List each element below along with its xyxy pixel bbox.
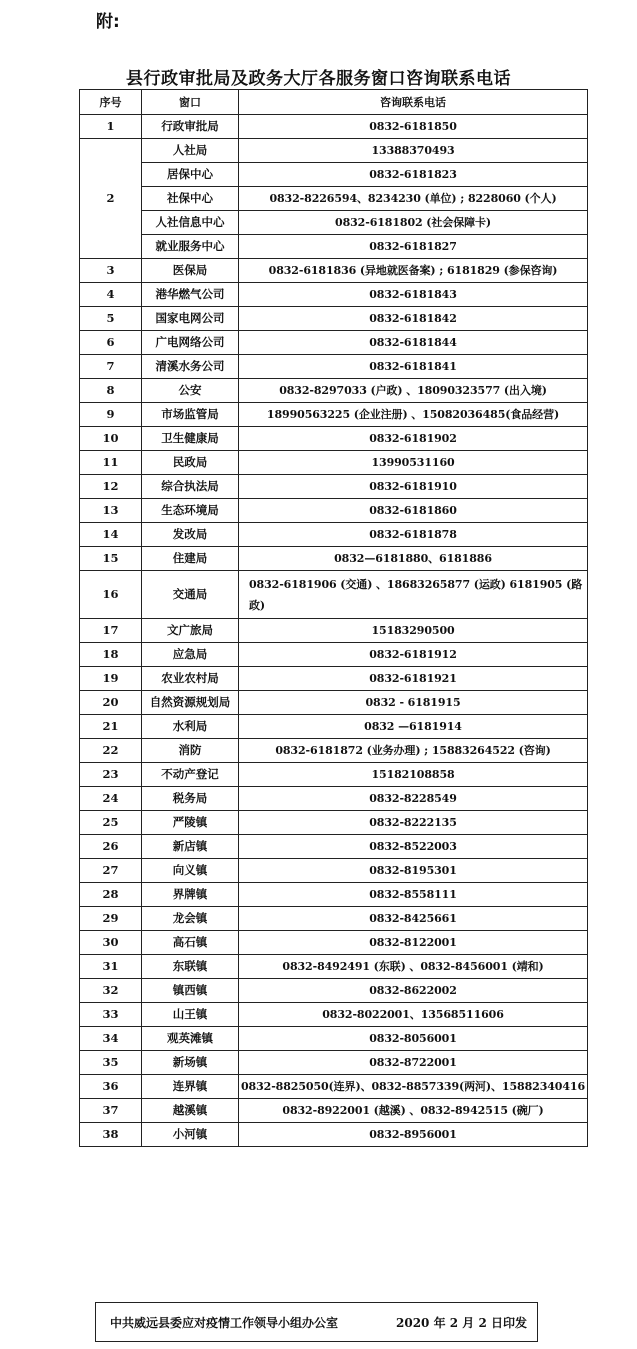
phone-number: 0832-6181872 (业务办理) ; 15883264522 (咨询)	[239, 739, 588, 763]
table-row	[80, 691, 588, 715]
header-number: 序号	[80, 90, 142, 115]
phone-number: 0832-8956001	[239, 1123, 588, 1147]
window-name: 农业农村局	[142, 667, 239, 691]
row-number: 9	[80, 403, 142, 427]
window-name: 连界镇	[142, 1075, 239, 1099]
table-row	[80, 739, 588, 763]
table-row	[80, 211, 588, 235]
row-number: 30	[80, 931, 142, 955]
window-name: 综合执法局	[142, 475, 239, 499]
table-row	[80, 403, 588, 427]
window-name: 生态环境局	[142, 499, 239, 523]
row-number: 22	[80, 739, 142, 763]
window-name: 民政局	[142, 451, 239, 475]
table-row	[80, 979, 588, 1003]
table-row	[80, 835, 588, 859]
phone-number: 13990531160	[239, 451, 588, 475]
phone-number: 0832-6181860	[239, 499, 588, 523]
row-number: 19	[80, 667, 142, 691]
phone-number: 0832-6181878	[239, 523, 588, 547]
phone-number: 0832 —6181914	[239, 715, 588, 739]
row-number: 38	[80, 1123, 142, 1147]
phone-number: 0832-8922001 (越溪) 、0832-8942515 (碗厂)	[239, 1099, 588, 1123]
phone-number: 15183290500	[239, 619, 588, 643]
window-name: 就业服务中心	[142, 235, 239, 259]
phone-number: 0832-8722001	[239, 1051, 588, 1075]
row-number: 23	[80, 763, 142, 787]
table-row	[80, 115, 588, 139]
row-number: 24	[80, 787, 142, 811]
row-number: 14	[80, 523, 142, 547]
phone-number: 0832-8222135	[239, 811, 588, 835]
phone-number: 0832-6181844	[239, 331, 588, 355]
table-row	[80, 331, 588, 355]
table-row	[80, 715, 588, 739]
table-row	[80, 763, 588, 787]
table-row	[80, 307, 588, 331]
row-number: 6	[80, 331, 142, 355]
row-number: 36	[80, 1075, 142, 1099]
row-number: 17	[80, 619, 142, 643]
row-number: 4	[80, 283, 142, 307]
window-name: 新场镇	[142, 1051, 239, 1075]
window-name: 行政审批局	[142, 115, 239, 139]
row-number: 26	[80, 835, 142, 859]
row-number: 2	[80, 139, 142, 259]
table-row	[80, 811, 588, 835]
phone-number: 0832-6181841	[239, 355, 588, 379]
table-row	[80, 499, 588, 523]
table-row	[80, 379, 588, 403]
row-number: 27	[80, 859, 142, 883]
document-title: 县行政审批局及政务大厅各服务窗口咨询联系电话	[126, 69, 511, 89]
header-phone: 咨询联系电话	[239, 90, 588, 115]
window-name: 港华燃气公司	[142, 283, 239, 307]
table-row	[80, 475, 588, 499]
phone-number: 0832-6181843	[239, 283, 588, 307]
table-row	[80, 187, 588, 211]
phone-number: 0832-6181912	[239, 643, 588, 667]
window-name: 新店镇	[142, 835, 239, 859]
phone-number: 13388370493	[239, 139, 588, 163]
table-row	[80, 931, 588, 955]
table-row	[80, 883, 588, 907]
row-number: 21	[80, 715, 142, 739]
table-row	[80, 523, 588, 547]
window-name: 水利局	[142, 715, 239, 739]
row-number: 12	[80, 475, 142, 499]
phone-number: 0832—6181880、6181886	[239, 547, 588, 571]
window-name: 住建局	[142, 547, 239, 571]
table-row	[80, 1099, 588, 1123]
window-name: 广电网络公司	[142, 331, 239, 355]
table-row	[80, 163, 588, 187]
table-row	[80, 427, 588, 451]
table-row	[80, 859, 588, 883]
window-name: 社保中心	[142, 187, 239, 211]
row-number: 7	[80, 355, 142, 379]
window-name: 严陵镇	[142, 811, 239, 835]
row-number: 25	[80, 811, 142, 835]
phone-number: 0832-6181827	[239, 235, 588, 259]
phone-number: 0832-8122001	[239, 931, 588, 955]
phone-number: 0832-8522003	[239, 835, 588, 859]
window-name: 税务局	[142, 787, 239, 811]
window-name: 居保中心	[142, 163, 239, 187]
table-row	[80, 907, 588, 931]
window-name: 界牌镇	[142, 883, 239, 907]
phone-number: 0832-8022001、13568511606	[239, 1003, 588, 1027]
table-row	[80, 1051, 588, 1075]
window-name: 镇西镇	[142, 979, 239, 1003]
row-number: 15	[80, 547, 142, 571]
window-name: 越溪镇	[142, 1099, 239, 1123]
phone-number: 0832-8056001	[239, 1027, 588, 1051]
window-name: 自然资源规划局	[142, 691, 239, 715]
window-name: 消防	[142, 739, 239, 763]
phone-number: 0832-8425661	[239, 907, 588, 931]
window-name: 人社局	[142, 139, 239, 163]
table-row	[80, 355, 588, 379]
phone-number: 0832-6181906 (交通) 、18683265877 (运政) 6181905 (路政)	[239, 571, 588, 619]
annex-label: 附:	[96, 12, 120, 32]
row-number: 18	[80, 643, 142, 667]
table-row	[80, 1075, 588, 1099]
window-name: 医保局	[142, 259, 239, 283]
phone-number: 0832 - 6181915	[239, 691, 588, 715]
row-number: 20	[80, 691, 142, 715]
row-number: 16	[80, 571, 142, 619]
window-name: 不动产登记	[142, 763, 239, 787]
window-name: 向义镇	[142, 859, 239, 883]
table-row	[80, 787, 588, 811]
row-number: 8	[80, 379, 142, 403]
row-number: 31	[80, 955, 142, 979]
table-row	[80, 955, 588, 979]
window-name: 卫生健康局	[142, 427, 239, 451]
phone-number: 0832-6181910	[239, 475, 588, 499]
table-row	[80, 283, 588, 307]
window-name: 观英滩镇	[142, 1027, 239, 1051]
row-number: 28	[80, 883, 142, 907]
window-name: 东联镇	[142, 955, 239, 979]
phone-number: 0832-6181850	[239, 115, 588, 139]
phone-number: 0832-6181902	[239, 427, 588, 451]
row-number: 35	[80, 1051, 142, 1075]
phone-number: 0832-8622002	[239, 979, 588, 1003]
phone-number: 0832-8297033 (户政) 、18090323577 (出入境)	[239, 379, 588, 403]
row-number: 32	[80, 979, 142, 1003]
table-row	[80, 619, 588, 643]
table-row	[80, 547, 588, 571]
footer-org: 中共威远县委应对疫情工作领导小组办公室	[110, 1316, 339, 1330]
table-row	[80, 643, 588, 667]
table-row	[80, 1027, 588, 1051]
phone-number: 18990563225 (企业注册) 、15082036485(食品经营)	[239, 403, 588, 427]
row-number: 3	[80, 259, 142, 283]
table-row	[80, 451, 588, 475]
phone-number: 0832-6181836 (异地就医备案) ; 6181829 (参保咨询)	[239, 259, 588, 283]
row-number: 34	[80, 1027, 142, 1051]
row-number: 33	[80, 1003, 142, 1027]
row-number: 37	[80, 1099, 142, 1123]
window-name: 国家电网公司	[142, 307, 239, 331]
table-header-row	[80, 90, 588, 115]
table-row	[80, 667, 588, 691]
phone-number: 0832-8558111	[239, 883, 588, 907]
phone-number: 15182108858	[239, 763, 588, 787]
window-name: 公安	[142, 379, 239, 403]
contact-table	[79, 89, 588, 1147]
row-number: 5	[80, 307, 142, 331]
window-name: 市场监管局	[142, 403, 239, 427]
table-row	[80, 571, 588, 619]
phone-number: 0832-6181823	[239, 163, 588, 187]
table-row	[80, 235, 588, 259]
table-row	[80, 1123, 588, 1147]
phone-number: 0832-8228549	[239, 787, 588, 811]
window-name: 应急局	[142, 643, 239, 667]
row-number: 1	[80, 115, 142, 139]
phone-number: 0832-6181921	[239, 667, 588, 691]
phone-number: 0832-6181802 (社会保障卡)	[239, 211, 588, 235]
phone-number: 0832-8226594、8234230 (单位) ; 8228060 (个人)	[239, 187, 588, 211]
window-name: 人社信息中心	[142, 211, 239, 235]
window-name: 文广旅局	[142, 619, 239, 643]
footer-box	[95, 1302, 538, 1342]
window-name: 龙会镇	[142, 907, 239, 931]
table-row	[80, 139, 588, 163]
phone-number: 0832-8825050(连界)、0832-8857339(两河)、15882340416	[239, 1075, 588, 1099]
window-name: 清溪水务公司	[142, 355, 239, 379]
row-number: 13	[80, 499, 142, 523]
table-row	[80, 259, 588, 283]
window-name: 交通局	[142, 571, 239, 619]
phone-number: 0832-6181842	[239, 307, 588, 331]
footer-date: 2020 年 2 月 2 日印发	[396, 1316, 527, 1330]
row-number: 11	[80, 451, 142, 475]
window-name: 发改局	[142, 523, 239, 547]
window-name: 高石镇	[142, 931, 239, 955]
header-window: 窗口	[142, 90, 239, 115]
phone-number: 0832-8492491 (东联) 、0832-8456001 (靖和)	[239, 955, 588, 979]
table-row	[80, 1003, 588, 1027]
window-name: 山王镇	[142, 1003, 239, 1027]
phone-number: 0832-8195301	[239, 859, 588, 883]
window-name: 小河镇	[142, 1123, 239, 1147]
row-number: 10	[80, 427, 142, 451]
row-number: 29	[80, 907, 142, 931]
